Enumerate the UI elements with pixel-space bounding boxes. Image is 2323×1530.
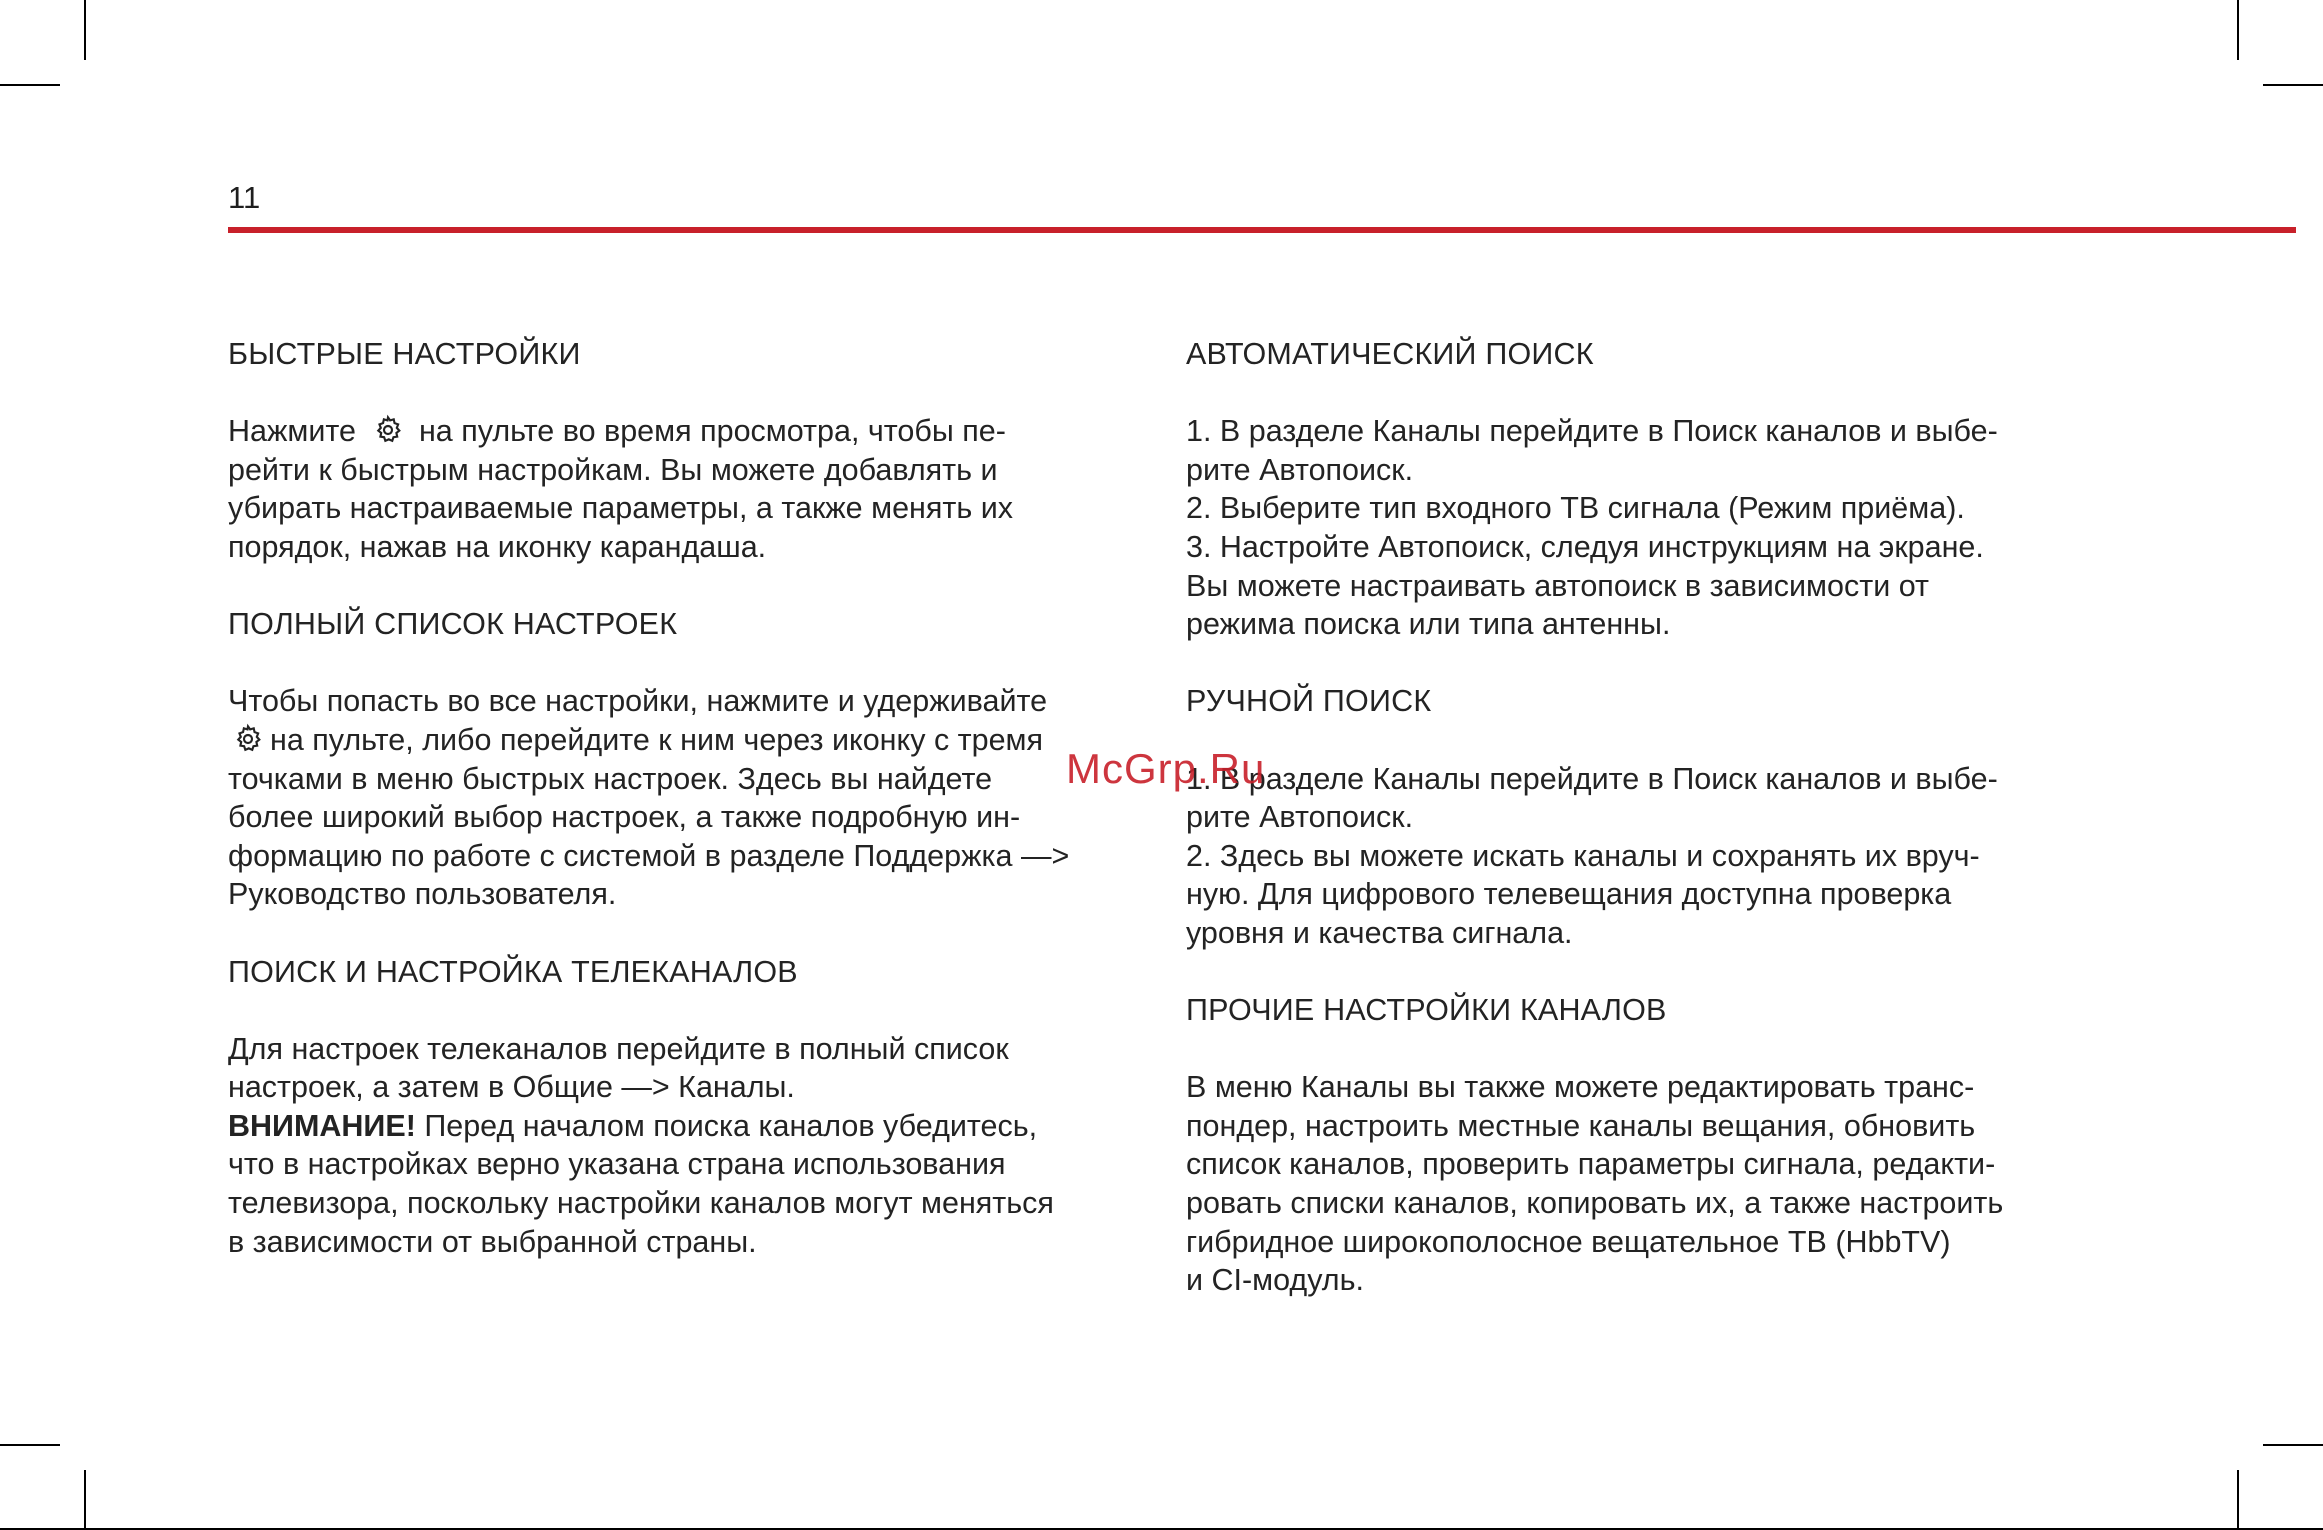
crop-mark [84, 1470, 86, 1530]
paragraph-line: точками в меню быстрых настроек. Здесь вы найдете [228, 761, 993, 796]
paragraph-line: телевизора, поскольку настройки каналов могут меняться [228, 1186, 1054, 1221]
paragraph-line: рейти к быстрым настройкам. Вы можете добавлять и [228, 452, 998, 487]
paragraph-line: список каналов, проверить параметры сигнала, редакти- [1186, 1147, 1996, 1182]
paragraph-line: в зависимости от выбранной страны. [228, 1224, 757, 1259]
paragraph-line: порядок, нажав на иконку карандаша. [228, 529, 767, 564]
paragraph-line: рите Автопоиск. [1186, 452, 1414, 487]
crop-mark [0, 84, 60, 86]
right-column [1186, 335, 2106, 1300]
paragraph-line: ную. Для цифрового телевещания доступна проверка [1186, 877, 1952, 912]
page-number: 11 [228, 180, 261, 215]
gear-icon [232, 723, 264, 755]
section-heading-other-settings: ПРОЧИЕ НАСТРОЙКИ КАНАЛОВ [1186, 993, 1667, 1028]
paragraph-line: Вы можете настраивать автопоиск в зависимости от [1186, 568, 1929, 603]
crop-mark [0, 1444, 60, 1446]
section-heading-auto-search: АВТОМАТИЧЕСКИЙ ПОИСК [1186, 337, 1594, 371]
crop-mark [2237, 1470, 2239, 1530]
section-heading-channel-setup: ПОИСК И НАСТРОЙКА ТЕЛЕКАНАЛОВ [228, 954, 798, 989]
paragraph-line: 1. В разделе Каналы перейдите в Поиск каналов и выбе- [1186, 414, 1998, 449]
crop-mark [2237, 0, 2239, 60]
paragraph-line: и CI-модуль. [1186, 1263, 1364, 1298]
paragraph-line: что в настройках верно указана страна использования [228, 1147, 1006, 1182]
paragraph-line: режима поиска или типа антенны. [1186, 607, 1671, 642]
watermark: McGrp.Ru [1066, 745, 1266, 792]
paragraph-line: формацию по работе с системой в разделе Поддержка —> [228, 838, 1070, 873]
paragraph-line: рите Автопоиск. [1186, 800, 1414, 835]
paragraph-line: 1. В разделе Каналы перейдите в Поиск каналов и выбе- [1186, 761, 1998, 796]
paragraph-line: уровня и качества сигнала. [1186, 915, 1573, 950]
paragraph-line: ВНИМАНИЕ! Перед началом поиска каналов убедитесь, [228, 1108, 1038, 1143]
section-heading-full-list: ПОЛНЫЙ СПИСОК НАСТРОЕК [228, 607, 678, 642]
paragraph-line: Руководство пользователя. [228, 877, 617, 912]
paragraph-line: 2. Здесь вы можете искать каналы и сохранять их вруч- [1186, 838, 1980, 873]
paragraph-line: убирать настраиваемые параметры, а также менять их [228, 491, 1014, 526]
paragraph-line: Для настроек телеканалов перейдите в полный список [228, 1031, 1009, 1066]
paragraph-line: пондер, настроить местные каналы вещания, обновить [1186, 1108, 1976, 1143]
header-rule [228, 227, 2296, 233]
section-heading-quick-settings: БЫСТРЫЕ НАСТРОЙКИ [228, 337, 581, 371]
gear-icon [372, 414, 404, 446]
paragraph-line: гибридное широкополосное вещательное ТВ (HbbTV) [1186, 1224, 1951, 1259]
left-column [228, 335, 1148, 1261]
crop-mark [84, 0, 86, 60]
crop-mark [2263, 84, 2323, 86]
paragraph-line: Нажмите на пульте во время просмотра, чтобы пе- [228, 414, 1006, 449]
paragraph-line: 2. Выберите тип входного ТВ сигнала (Режим приёма). [1186, 491, 1965, 526]
section-heading-manual-search: РУЧНОЙ ПОИСК [1186, 684, 1432, 719]
paragraph-line: В меню Каналы вы также можете редактировать транс- [1186, 1070, 1975, 1105]
paragraph-line: настроек, а затем в Общие —> Каналы. [228, 1070, 795, 1105]
paragraph-line: ровать списки каналов, копировать их, а также настроить [1186, 1186, 2004, 1221]
paragraph-line: Чтобы попасть во все настройки, нажмите и удерживайте [228, 684, 1048, 719]
paragraph-line: на пульте, либо перейдите к ним через иконку с тремя [228, 721, 1148, 760]
warning-label: ВНИМАНИЕ! [228, 1108, 416, 1143]
crop-mark [2263, 1444, 2323, 1446]
paragraph-line: более широкий выбор настроек, а также подробную ин- [228, 800, 1021, 835]
paragraph-line: 3. Настройте Автопоиск, следуя инструкциям на экране. [1186, 529, 1984, 564]
